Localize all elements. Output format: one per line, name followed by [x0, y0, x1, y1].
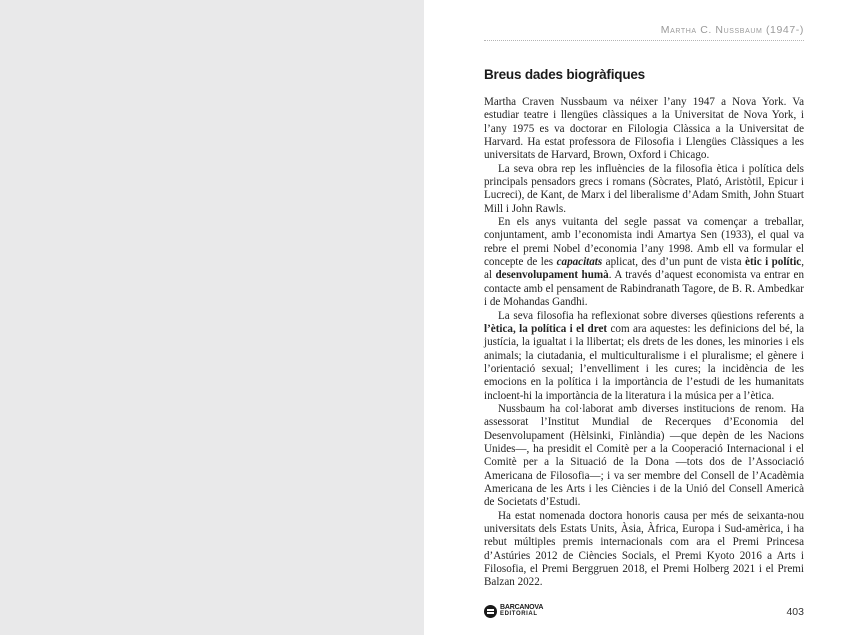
- text-run: Nussbaum ha col·laborat amb diverses institucions de renom. Ha assessorat l’Institut Mundial de Recerques d’Economia del Desenvolupament (Hèlsinki, Finlàndia) —que depèn de les Nacions Unides—, ha presidit el Comitè per a la Cooperació Internacional i el Comitè per a la Situació de la Dona —tots dos de l’Associació Americana de Filosofia—; i va ser membre del Consell de l’Acadèmia Americana de les Arts i les Ciències i de la Unió del Consell Americà de Societats d’Estudi.: [484, 402, 804, 509]
- paragraph: [484, 216, 804, 309]
- text-run: aplicat, des d’un punt de vista: [602, 256, 746, 269]
- bold-term: l’ètica, la política i el dret: [484, 322, 608, 335]
- text-run: Ha estat nomenada doctora honoris causa per més de seixanta-nou universitats dels Estats Units, Àsia, Àfrica, Europa i Sud-amèrica, i ha rebut múltiples premis internacionals com ara el Premi Princesa d’Astúries 2012 de Ciències Socials, el Premi Kyoto 2016 a Arts i Filosofia, el Premi Berggruen 2018, el Premi Holberg 2021 i el Premi Balzan 2022.: [484, 509, 804, 589]
- biography-text: [484, 96, 804, 590]
- bold-term: desenvolupament humà: [495, 269, 609, 282]
- page-number: 403: [786, 606, 804, 618]
- paragraph: [484, 310, 804, 403]
- text-run: . A través d’aquest economista va entrar en contacte amb el pensament de Rabindranath Tagore, de B. R. Ambedkar i de Mohandas Gandhi.: [484, 269, 804, 309]
- running-head-rule: [484, 40, 804, 41]
- text-run: , al: [484, 256, 804, 282]
- section-title: Breus dades biogràfiques: [484, 67, 645, 82]
- paragraph: [484, 510, 804, 590]
- text-run: La seva obra rep les influències de la filosofia ètica i política dels principals pensadors grecs i romans (Sòcrates, Plató, Aristòtil, Epicur i Lucreci), de Kant, de Marx i del liberalisme d’Adam Smith, John Stuart Mill i John Rawls.: [484, 162, 804, 215]
- emphasis-term: capacitats: [556, 256, 603, 269]
- paragraph: [484, 163, 804, 216]
- logo-name: BARCANOVA: [500, 604, 544, 611]
- text-run: En els anys vuitanta del segle passat va començar a treballar, conjuntament, amb l’economista indi Amartya Sen (1933), el qual va rebre el premi Nobel d’economia l’any 1998. Amb ell va formular el concepte de les: [484, 216, 804, 269]
- running-head: Martha C. Nussbaum (1947-): [660, 24, 804, 36]
- text-run: Martha Craven Nussbaum va néixer l’any 1947 a Nova York. Va estudiar teatre i llengües clàssiques a la Universitat de Nova York, i l’any 1975 es va doctorar en Filologia Clàssica a la Universitat de Harvard. Ha estat professora de Filosofia i Llengües Clàssiques a les universitats de Harvard, Brown, Oxford i Chicago.: [484, 96, 804, 162]
- paragraph: [484, 403, 804, 510]
- text-run: com ara aquestes: les definicions del bé, la justícia, la igualtat i la llibertat; els drets de les dones, les minories i els animals; la ciutadania, el multiculturalisme i el pluralisme; el gènere i l’orientació sexual; l’envelliment i les cures; la incidència de les emocions en la política i la importància de l’estudi de les humanitats incloent-hi la importància de la literatura i la música per a l’ètica.: [484, 322, 804, 402]
- bold-term: ètic i polític: [745, 256, 802, 269]
- barcanova-logo-icon: [484, 605, 497, 618]
- logo-subtitle: EDITORIAL: [500, 611, 538, 617]
- publisher-logo: [484, 603, 543, 619]
- paragraph: [484, 96, 804, 163]
- text-run: La seva filosofia ha reflexionat sobre diverses qüestions referents a: [498, 309, 804, 322]
